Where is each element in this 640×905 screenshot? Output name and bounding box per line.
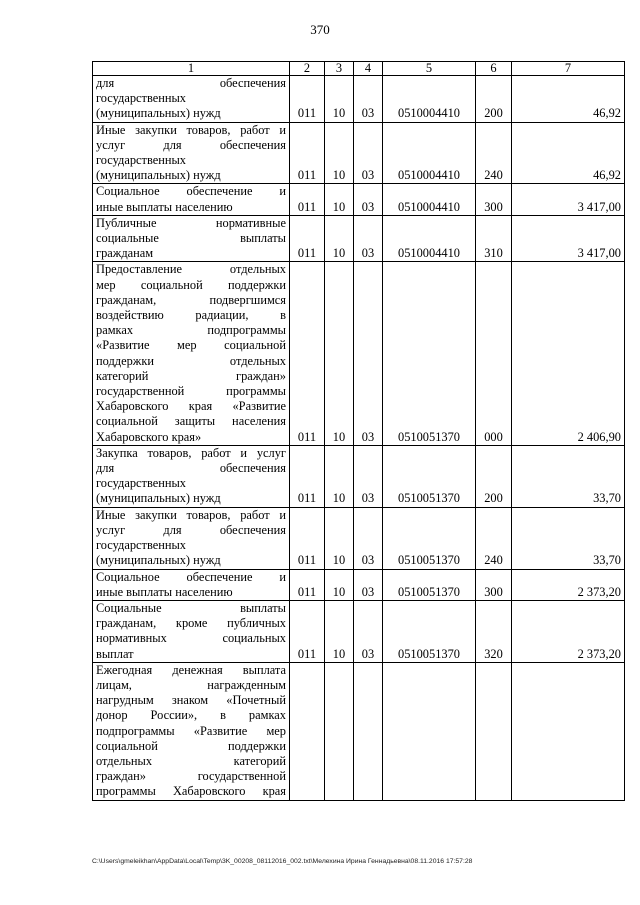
expense-name-line: гражданам, подвергшимся [96,292,286,307]
expense-type-cell: 200 [476,76,512,123]
subsection-code-cell [354,662,383,800]
expense-name-line: государственной программы [96,384,286,399]
table-row [93,507,625,569]
expense-name-line: для обеспечения [96,76,286,90]
section-code-cell: 10 [325,507,354,569]
expense-name-line: услуг для обеспечения [96,522,286,537]
target-article-cell: 0510051370 [383,569,476,600]
section-code-cell [325,662,354,800]
expense-name-cell [93,662,290,800]
header-col-1: 1 [93,62,290,76]
expense-name-line: иные выплаты населению [96,199,233,214]
table-row [93,662,625,800]
expense-name-cell [93,184,290,215]
expense-type-cell [476,662,512,800]
ministry-code-cell: 011 [290,569,325,600]
expense-name-line: Хабаровского края» [96,429,202,444]
amount-cell: 33,70 [512,445,625,507]
expense-name-line: гражданам [96,246,154,261]
subsection-code-cell: 03 [354,215,383,262]
ministry-code-cell [290,662,325,800]
table-row [93,76,625,123]
target-article-cell: 0510004410 [383,215,476,262]
expense-type-cell: 000 [476,262,512,445]
page-number: 370 [310,22,330,37]
header-col-3: 3 [325,62,354,76]
expense-name-cell [93,569,290,600]
expense-name-line: услуг для обеспечения [96,137,286,152]
expense-type-cell: 300 [476,184,512,215]
section-code-cell: 10 [325,122,354,184]
header-col-7: 7 [512,62,625,76]
target-article-cell [383,662,476,800]
target-article-cell: 0510004410 [383,122,476,184]
expense-name-line: гражданам, кроме публичных [96,616,286,631]
target-article-cell: 0510051370 [383,445,476,507]
section-code-cell: 10 [325,569,354,600]
amount-cell: 3 417,00 [512,184,625,215]
section-code-cell: 10 [325,215,354,262]
amount-cell: 2 406,90 [512,262,625,445]
expense-name-line: государственных [96,476,187,491]
expense-name-line: Социальное обеспечение и [96,569,286,584]
table-row [93,184,625,215]
expense-type-cell: 310 [476,215,512,262]
target-article-cell: 0510051370 [383,262,476,445]
header-col-5: 5 [383,62,476,76]
expense-name-line: донор России», в рамках [96,708,286,723]
subsection-code-cell: 03 [354,76,383,123]
expense-name-line: Социальное обеспечение и [96,184,286,199]
ministry-code-cell: 011 [290,122,325,184]
subsection-code-cell: 03 [354,569,383,600]
table-row [93,569,625,600]
expense-name-line: поддержки отдельных [96,353,286,368]
expense-name-line: «Развитие мер социальной [96,338,286,353]
expense-name-line: государственных [96,91,187,106]
subsection-code-cell: 03 [354,262,383,445]
expense-name-line: (муниципальных) нужд [96,106,221,121]
expense-name-line: (муниципальных) нужд [96,168,221,183]
expense-type-cell: 300 [476,569,512,600]
expense-name-line: социальные выплаты [96,231,286,246]
section-code-cell: 10 [325,76,354,123]
expense-name-line: граждан» государственной [96,769,286,784]
expense-name-line: Ежегодная денежная выплата [96,662,286,677]
table-header-row [93,62,625,76]
expense-name-line: государственных [96,153,187,168]
subsection-code-cell: 03 [354,507,383,569]
amount-cell: 33,70 [512,507,625,569]
expense-name-line: категорий граждан» [96,368,286,383]
expense-name-line: выплат [96,646,134,661]
expense-name-line: рамках подпрограммы [96,323,286,338]
subsection-code-cell: 03 [354,122,383,184]
expense-name-line: иные выплаты населению [96,584,233,599]
table-row [93,122,625,184]
expense-name-line: нормативных социальных [96,631,286,646]
table-row [93,600,625,662]
expense-name-line: для обеспечения [96,461,286,476]
ministry-code-cell: 011 [290,262,325,445]
ministry-code-cell: 011 [290,445,325,507]
ministry-code-cell: 011 [290,600,325,662]
expense-name-cell [93,122,290,184]
subsection-code-cell: 03 [354,600,383,662]
expense-name-line: подпрограммы «Развитие мер [96,723,286,738]
expense-name-cell [93,600,290,662]
file-path-footer: C:\Users\gmeleikhan\AppData\Local\Temp\3K_00208_08112016_002.txt\Мелехина Ирина Геннадьевна\08.11.2016 17:57:28 [92,858,473,865]
expense-type-cell: 240 [476,122,512,184]
amount-cell: 2 373,20 [512,569,625,600]
table-body [93,76,625,801]
amount-cell: 3 417,00 [512,215,625,262]
expense-name-cell [93,76,290,123]
ministry-code-cell: 011 [290,184,325,215]
amount-cell [512,662,625,800]
expense-name-line: Хабаровского края «Развитие [96,399,286,414]
amount-cell: 2 373,20 [512,600,625,662]
amount-cell: 46,92 [512,122,625,184]
section-code-cell: 10 [325,600,354,662]
target-article-cell: 0510051370 [383,507,476,569]
expense-name-cell [93,262,290,445]
subsection-code-cell: 03 [354,445,383,507]
section-code-cell: 10 [325,262,354,445]
header-col-6: 6 [476,62,512,76]
expense-name-line: (муниципальных) нужд [96,491,221,506]
expense-name-cell [93,507,290,569]
expense-name-line: Социальные выплаты [96,600,286,615]
expense-name-line: Иные закупки товаров, работ и [96,507,286,522]
expense-name-cell [93,215,290,262]
table-row [93,445,625,507]
expense-name-line: отдельных категорий [96,753,286,768]
expense-name-line: Закупка товаров, работ и услуг [96,445,286,460]
expense-name-line: государственных [96,538,187,553]
section-code-cell: 10 [325,445,354,507]
expense-name-line: программы Хабаровского края [96,784,286,799]
budget-table [92,61,625,801]
section-code-cell: 10 [325,184,354,215]
expense-name-line: социальной поддержки [96,738,286,753]
target-article-cell: 0510004410 [383,184,476,215]
expense-name-line: мер социальной поддержки [96,277,286,292]
ministry-code-cell: 011 [290,507,325,569]
expense-name-line: Иные закупки товаров, работ и [96,122,286,137]
expense-name-line: (муниципальных) нужд [96,553,221,568]
expense-name-line: социальной защиты населения [96,414,286,429]
table-row [93,215,625,262]
expense-name-line: Предоставление отдельных [96,262,286,277]
subsection-code-cell: 03 [354,184,383,215]
expense-type-cell: 240 [476,507,512,569]
ministry-code-cell: 011 [290,215,325,262]
expense-name-line: Публичные нормативные [96,215,286,230]
expense-name-cell [93,445,290,507]
expense-type-cell: 320 [476,600,512,662]
header-col-2: 2 [290,62,325,76]
header-col-4: 4 [354,62,383,76]
amount-cell: 46,92 [512,76,625,123]
target-article-cell: 0510051370 [383,600,476,662]
target-article-cell: 0510004410 [383,76,476,123]
expense-name-line: лицам, награжденным [96,677,286,692]
ministry-code-cell: 011 [290,76,325,123]
table-row [93,262,625,445]
expense-type-cell: 200 [476,445,512,507]
expense-name-line: воздействию радиации, в [96,308,286,323]
expense-name-line: нагрудным знаком «Почетный [96,693,286,708]
